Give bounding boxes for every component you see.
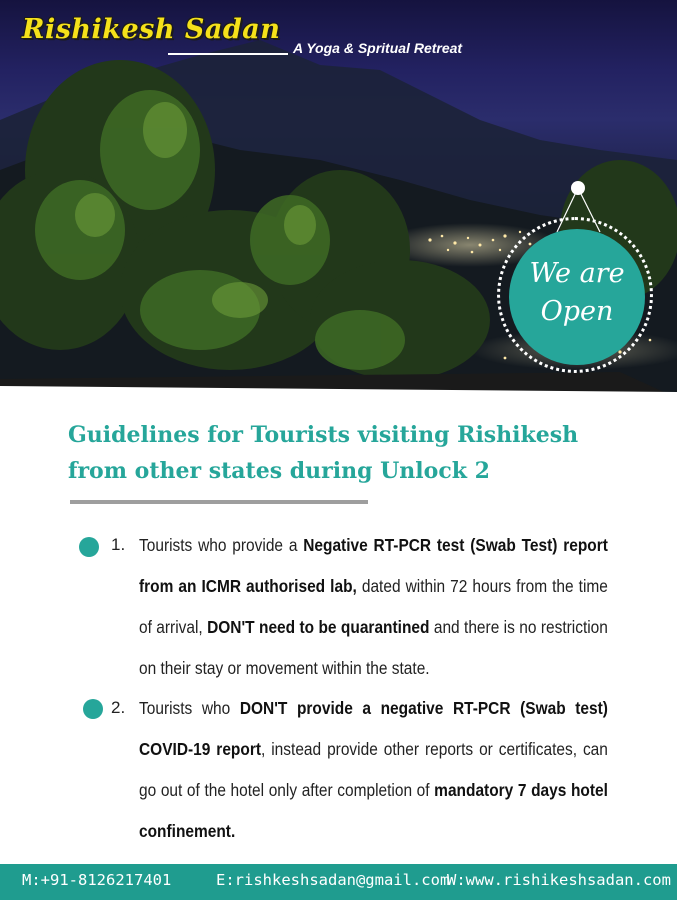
emphasis: mandatory 7 days hotel confinement.: [139, 780, 608, 841]
emphasis: DON'T need to be quarantined: [207, 617, 430, 637]
title-line-1: Guidelines for Tourists visiting Rishikesh: [68, 422, 579, 448]
emphasis: DON'T provide a negative RT-PCR (Swab test) COVID-19 report: [139, 698, 608, 759]
item-number: 2.: [111, 698, 126, 717]
contact-footer: [0, 864, 677, 900]
text: dated within 72 hours from the time of arrival,: [139, 576, 608, 637]
footer-website[interactable]: W:www.rishikeshsadan.com: [447, 871, 671, 889]
badge-text: [509, 255, 645, 331]
text: and there is no restriction on their stay or movement within the state.: [139, 617, 608, 678]
guideline-item-2: [139, 688, 608, 852]
guideline-item-1: [139, 525, 608, 689]
footer-mobile[interactable]: M:+91-8126217401: [22, 871, 172, 889]
text: , instead provide other reports or certificates, can go out of the hotel only after completion of: [139, 739, 608, 800]
tagline-rule: [168, 53, 288, 55]
badge-line-2: Open: [540, 296, 614, 327]
badge-hanger-pin: [571, 181, 585, 195]
footer-email[interactable]: E:rishkeshsadan@gmail.com: [216, 871, 450, 889]
brand-tagline: A Yoga & Spritual Retreat: [293, 40, 463, 56]
brand-logo: Rishikesh Sadan: [22, 14, 281, 45]
title-underline: [70, 500, 368, 504]
bullet-dot: [79, 537, 99, 557]
title-line-2: from other states during Unlock 2: [68, 458, 490, 484]
text: Tourists who: [139, 698, 240, 718]
page-title: [68, 417, 628, 489]
emphasis: Negative RT-PCR test (Swab Test) report from an ICMR authorised lab,: [139, 535, 608, 596]
item-number: 1.: [111, 535, 126, 554]
bullet-dot: [83, 699, 103, 719]
text: Tourists who provide a: [139, 535, 304, 555]
badge-line-1: We are: [529, 258, 625, 289]
